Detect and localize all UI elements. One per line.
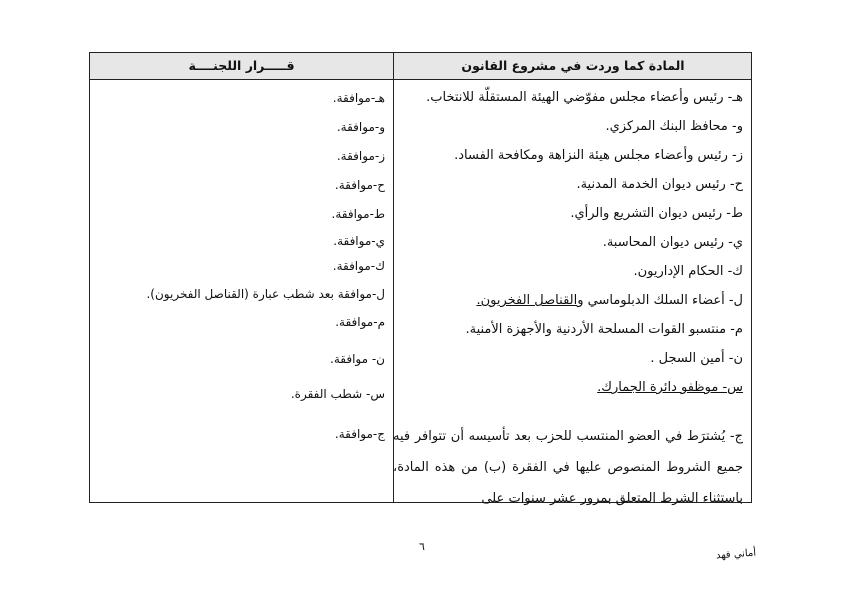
decision-row: ز-موافقة.: [336, 149, 385, 163]
decision-row: ط-موافقة.: [331, 207, 385, 221]
law-row: ك- الحكام الإداريون.: [633, 264, 743, 279]
law-row: ي- رئيس ديوان المحاسبة.: [602, 235, 743, 250]
law-row: ح- رئيس ديوان الخدمة المدنية.: [576, 177, 743, 192]
page-number: ٦: [419, 540, 425, 553]
handwritten-signature: أماني فهد: [715, 547, 757, 562]
decision-row: م-موافقة.: [335, 315, 385, 329]
decision-row: ج-موافقة.: [334, 427, 385, 441]
decision-row: ن- موافقة.: [330, 352, 385, 366]
header-decision-column: قـــــرار اللجنــــة: [188, 58, 295, 73]
law-row: ن- أمين السجل .: [650, 351, 743, 366]
law-row: هـ- رئيس وأعضاء مجلس مفوّضي الهيئة المستقلّة للانتخاب.: [426, 90, 743, 105]
decision-row: ك-موافقة.: [332, 259, 385, 273]
law-paragraph: ج- يُشترَط في العضو المنتسب للحزب بعد تأسيسه أن تتوافر فيه جميع الشروط المنصوص عليها في الفقرة (ب) من هذه المادة، باستثناء الشرط المتعلق بمرور عشر سنوات على: [393, 429, 743, 506]
law-row: ز- رئيس وأعضاء مجلس هيئة النزاهة ومكافحة الفساد.: [454, 148, 743, 163]
decision-row: هـ-موافقة.: [332, 91, 385, 105]
decision-row: ي-موافقة.: [333, 234, 385, 248]
underlined-text: القناصل الفخريون.: [476, 293, 578, 308]
committee-decision-table: [89, 52, 752, 506]
law-row: م- منتسبو القوات المسلحة الأردنية والأجهزة الأمنية.: [465, 322, 743, 337]
decision-row: ح-موافقة.: [334, 178, 385, 192]
decision-row: و-موافقة.: [336, 120, 385, 134]
law-row-text: ل- أعضاء السلك الدبلوماسي و: [577, 293, 743, 308]
header-law-column: المادة كما وردت في مشروع القانون: [461, 58, 685, 73]
law-row: [476, 293, 743, 308]
decision-row: ل-موافقة بعد شطب عبارة (القناصل الفخريون).: [146, 287, 385, 301]
decision-row: س- شطب الفقرة.: [290, 387, 385, 401]
law-row: ط- رئيس ديوان التشريع والرأي.: [570, 206, 743, 221]
table-header: [90, 53, 751, 80]
law-row: و- محافظ البنك المركزي.: [605, 119, 743, 134]
law-row: س- موظفو دائرة الجمارك.: [597, 380, 743, 395]
